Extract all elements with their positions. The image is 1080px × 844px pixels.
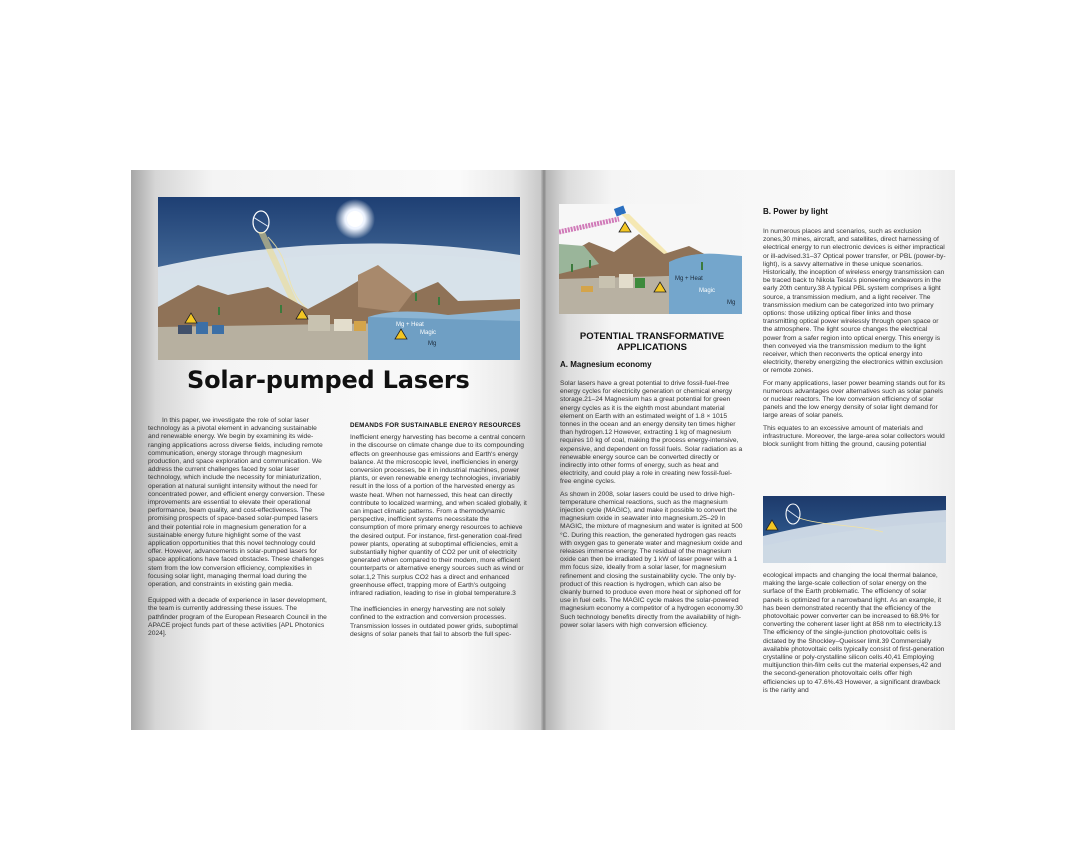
- column-a: [560, 380, 743, 634]
- body-paragraph: Inefficient energy harvesting has become a central concern in the discourse on climate change due to its compounding effects on greenhouse gas emissions and Earth's energy balance. At the microscopic level, inefficiencies in energy conversion processes, be it in industrial machines, power plants, or even renewable energy technologies, invariably result in the loss of a portion of the harvested energy as waste heat. When not harnessed, this heat can directly contribute to localized warming, and when scaled globally, it can impact climatic patterns. From a thermodynamic perspective, inefficient systems necessitate the consumption of more primary energy resources to achieve the desired output. For instance, first-generation coal-fired power plants, operating at suboptimal efficiencies, emit a substantially higher quantity of CO2 per unit of electricity generated when compared to their modern, more efficient counterparts or alternative energy sources such as wind or solar.1,2 This surplus CO2 has a direct and enhanced greenhouse effect, trapping more of Earth's outgoing infrared radiation, leading to rise in global temperature.3: [350, 434, 527, 598]
- subsection-heading-b: B. Power by light: [763, 207, 828, 216]
- body-paragraph: This equates to an excessive amount of materials and infrastructure. Moreover, the large-area solar collectors would block sunlight from hitting the ground, causing potential: [763, 424, 945, 449]
- subsection-heading-a: A. Magnesium economy: [560, 360, 652, 369]
- fig-label-magic: Magic: [420, 330, 437, 336]
- section-heading: DEMANDS FOR SUSTAINABLE ENERGY RESOURCES: [350, 422, 521, 429]
- left-figure: [158, 197, 520, 360]
- column-b-top: [763, 228, 946, 453]
- body-paragraph: Solar lasers have a great potential to drive fossil-fuel-free energy cycles for electricity generation or chemical energy storage.21–24 Magnesium has a great potential for green energy cycles as it is the eighth most abundant material element on Earth with an estimated weight of 1.8 × 1015 tonnes in the ocean and an energy density ten times higher than hydrogen.12 However, extracting 1 kg of magnesium requires 10 kg of coal, making the process energy-intensive, expensive, and dependent on fossil fuels. Solar radiation as a renewable energy source can be converted directly or indirectly into other forms of energy, such as heat and electricity, and could play a role in creating new fossil-fuel-free engine cycles.: [560, 380, 743, 486]
- left-page: [131, 170, 541, 730]
- fig-label-mg-heat: Mg + Heat: [675, 276, 703, 282]
- fig-label-magic: Magic: [699, 288, 716, 294]
- intro-paragraph: In this paper, we investigate the role of solar laser technology as a pivotal element in advancing sustainable and renewable energy. We begin by examining its wide-ranging applications across diverse fields, including remote communication, energy storage through magnesium production, and space exploration and communication. We address the current challenges faced by solar laser technology, which include the necessity for miniaturization, operation at natural sunlight intensity without the need for concentrated power, and efficient energy conversion. These improvements are essential to elevate their operational performance, beam quality, and cost-effectiveness. The promising prospects of space-based solar-pumped lasers and their potential role in magnesium generation for a sustainable energy future highlight some of the vast application opportunities that this novel technology could offer. However, advancements in solar-pumped lasers for space applications have faced obstacles. These challenges stem from the low conversion efficiency, complexities in focusing solar light, managing thermal load during the operation, and constraints in existing gain media.: [148, 417, 325, 589]
- demands-column: [350, 422, 528, 643]
- column-b-bottom: [763, 572, 946, 699]
- orbital-laser-illustration: [763, 496, 946, 563]
- body-paragraph: As shown in 2008, solar lasers could be used to drive high-temperature chemical reactions, such as the magnesium injection cycle (MAGIC), and make it possible to convert the magnesium oxide in seawater into magnesium.25–29 In MAGIC, the mixture of magnesium and water is ignited at 500 °C. During this reaction, the generated hydrogen gas reacts with oxygen gas to generate water and magnesium oxide and releases immense energy. The residual of the magnesium oxide can then be irradiated by 1 kW of laser power with a 1 mm focus size, ideally from a solar laser, for magnesium refinement and closing the sustainability cycle. The only by-product of this reaction is hydrogen, which can also be cleanly burned to produce even more heat or siphoned off for use in fuel cells. The MAGIC cycle makes the solar-powered magnesium economy a competitor of a hydrogen economy.30 Such technology benefits directly from the availability of high-power solar lasers with high conversion efficiency.: [560, 490, 743, 629]
- article-title: Solar-pumped Lasers: [187, 366, 470, 394]
- magnesium-cycle-illustration: [559, 204, 742, 314]
- fig-label-mg-heat: Mg + Heat: [396, 322, 424, 328]
- body-paragraph: ecological impacts and changing the local thermal balance, making the large-scale collection of solar energy on the surface of the Earth problematic. The efficiency of solar panels is optimized for a narrowband light. As an example, it has been demonstrated recently that the efficiency of the photovoltaic power converter can be increased to 68.9% for converting the coherent laser light at 858 nm to electricity.13 The efficiency of the single-junction photovoltaic cells is dictated by the Shockley–Queisser limit.39 Commercially available photovoltaic cells typically consist of first-generation crystalline or poly-crystalline silicon cells.40,41 Employing multijunction thin-film cells cut the material expenses,42 and the second-generation photovoltaic cells offer high efficiencies up to 47.6%.43 However, a significant drawback is the rarity and: [763, 572, 945, 694]
- body-paragraph: For many applications, laser power beaming stands out for its numerous advantages over alternatives such as solar panels or nuclear reactors. The low conversion efficiency of solar panels and the low energy density of solar light demand for large areas of solar panels.: [763, 379, 946, 420]
- body-paragraph: The inefficiencies in energy harvesting are not solely confined to the extraction and conversion processes. Transmission losses in outdated power grids, suboptimal designs of solar panels that fail to absorb the full spec-: [350, 606, 518, 638]
- right-figure: [559, 204, 742, 314]
- right-page: [547, 170, 955, 730]
- fig-label-mg: Mg: [727, 300, 736, 306]
- intro-paragraph-2: Equipped with a decade of experience in laser development, the team is currently addressing these issues. The pathfinder program of the European Research Council in the APACE project funds part of these activities [APL Photonics 2024].: [148, 597, 327, 638]
- space-laser-illustration: [158, 197, 520, 360]
- fig-label-mg: Mg: [428, 341, 437, 347]
- body-paragraph: In numerous places and scenarios, such as exclusion zones,30 mines, aircraft, and satellites, direct harnessing of electrical energy to run electronic devices is either impractical or ill-advised.31–37 Optical power transfer, or PBL (power-by-light), is a savvy alternative in these unique scenarios. Historically, the inception of wireless energy transmission can be traced back to Nikola Tesla's pioneering endeavors in the early 20th century.38 A typical PBL system comprises a light source, a transmission medium, and a light receiver. The transmission medium can be categorized into two primary options: those utilizing optical fiber links and those transmitting optical power wirelessly through open space or the atmosphere. The light source changes the electrical power from a safer region into optical energy. This energy is then conveyed via the transmission medium to the light receiver, which then reconverts the optical energy into electricity, thereby energizing the electronics within exclusion or remote zones.: [763, 228, 946, 375]
- space-figure: [763, 496, 946, 563]
- intro-column: [148, 417, 328, 642]
- section-title: POTENTIAL TRANSFORMATIVE APPLICATIONS: [579, 331, 725, 353]
